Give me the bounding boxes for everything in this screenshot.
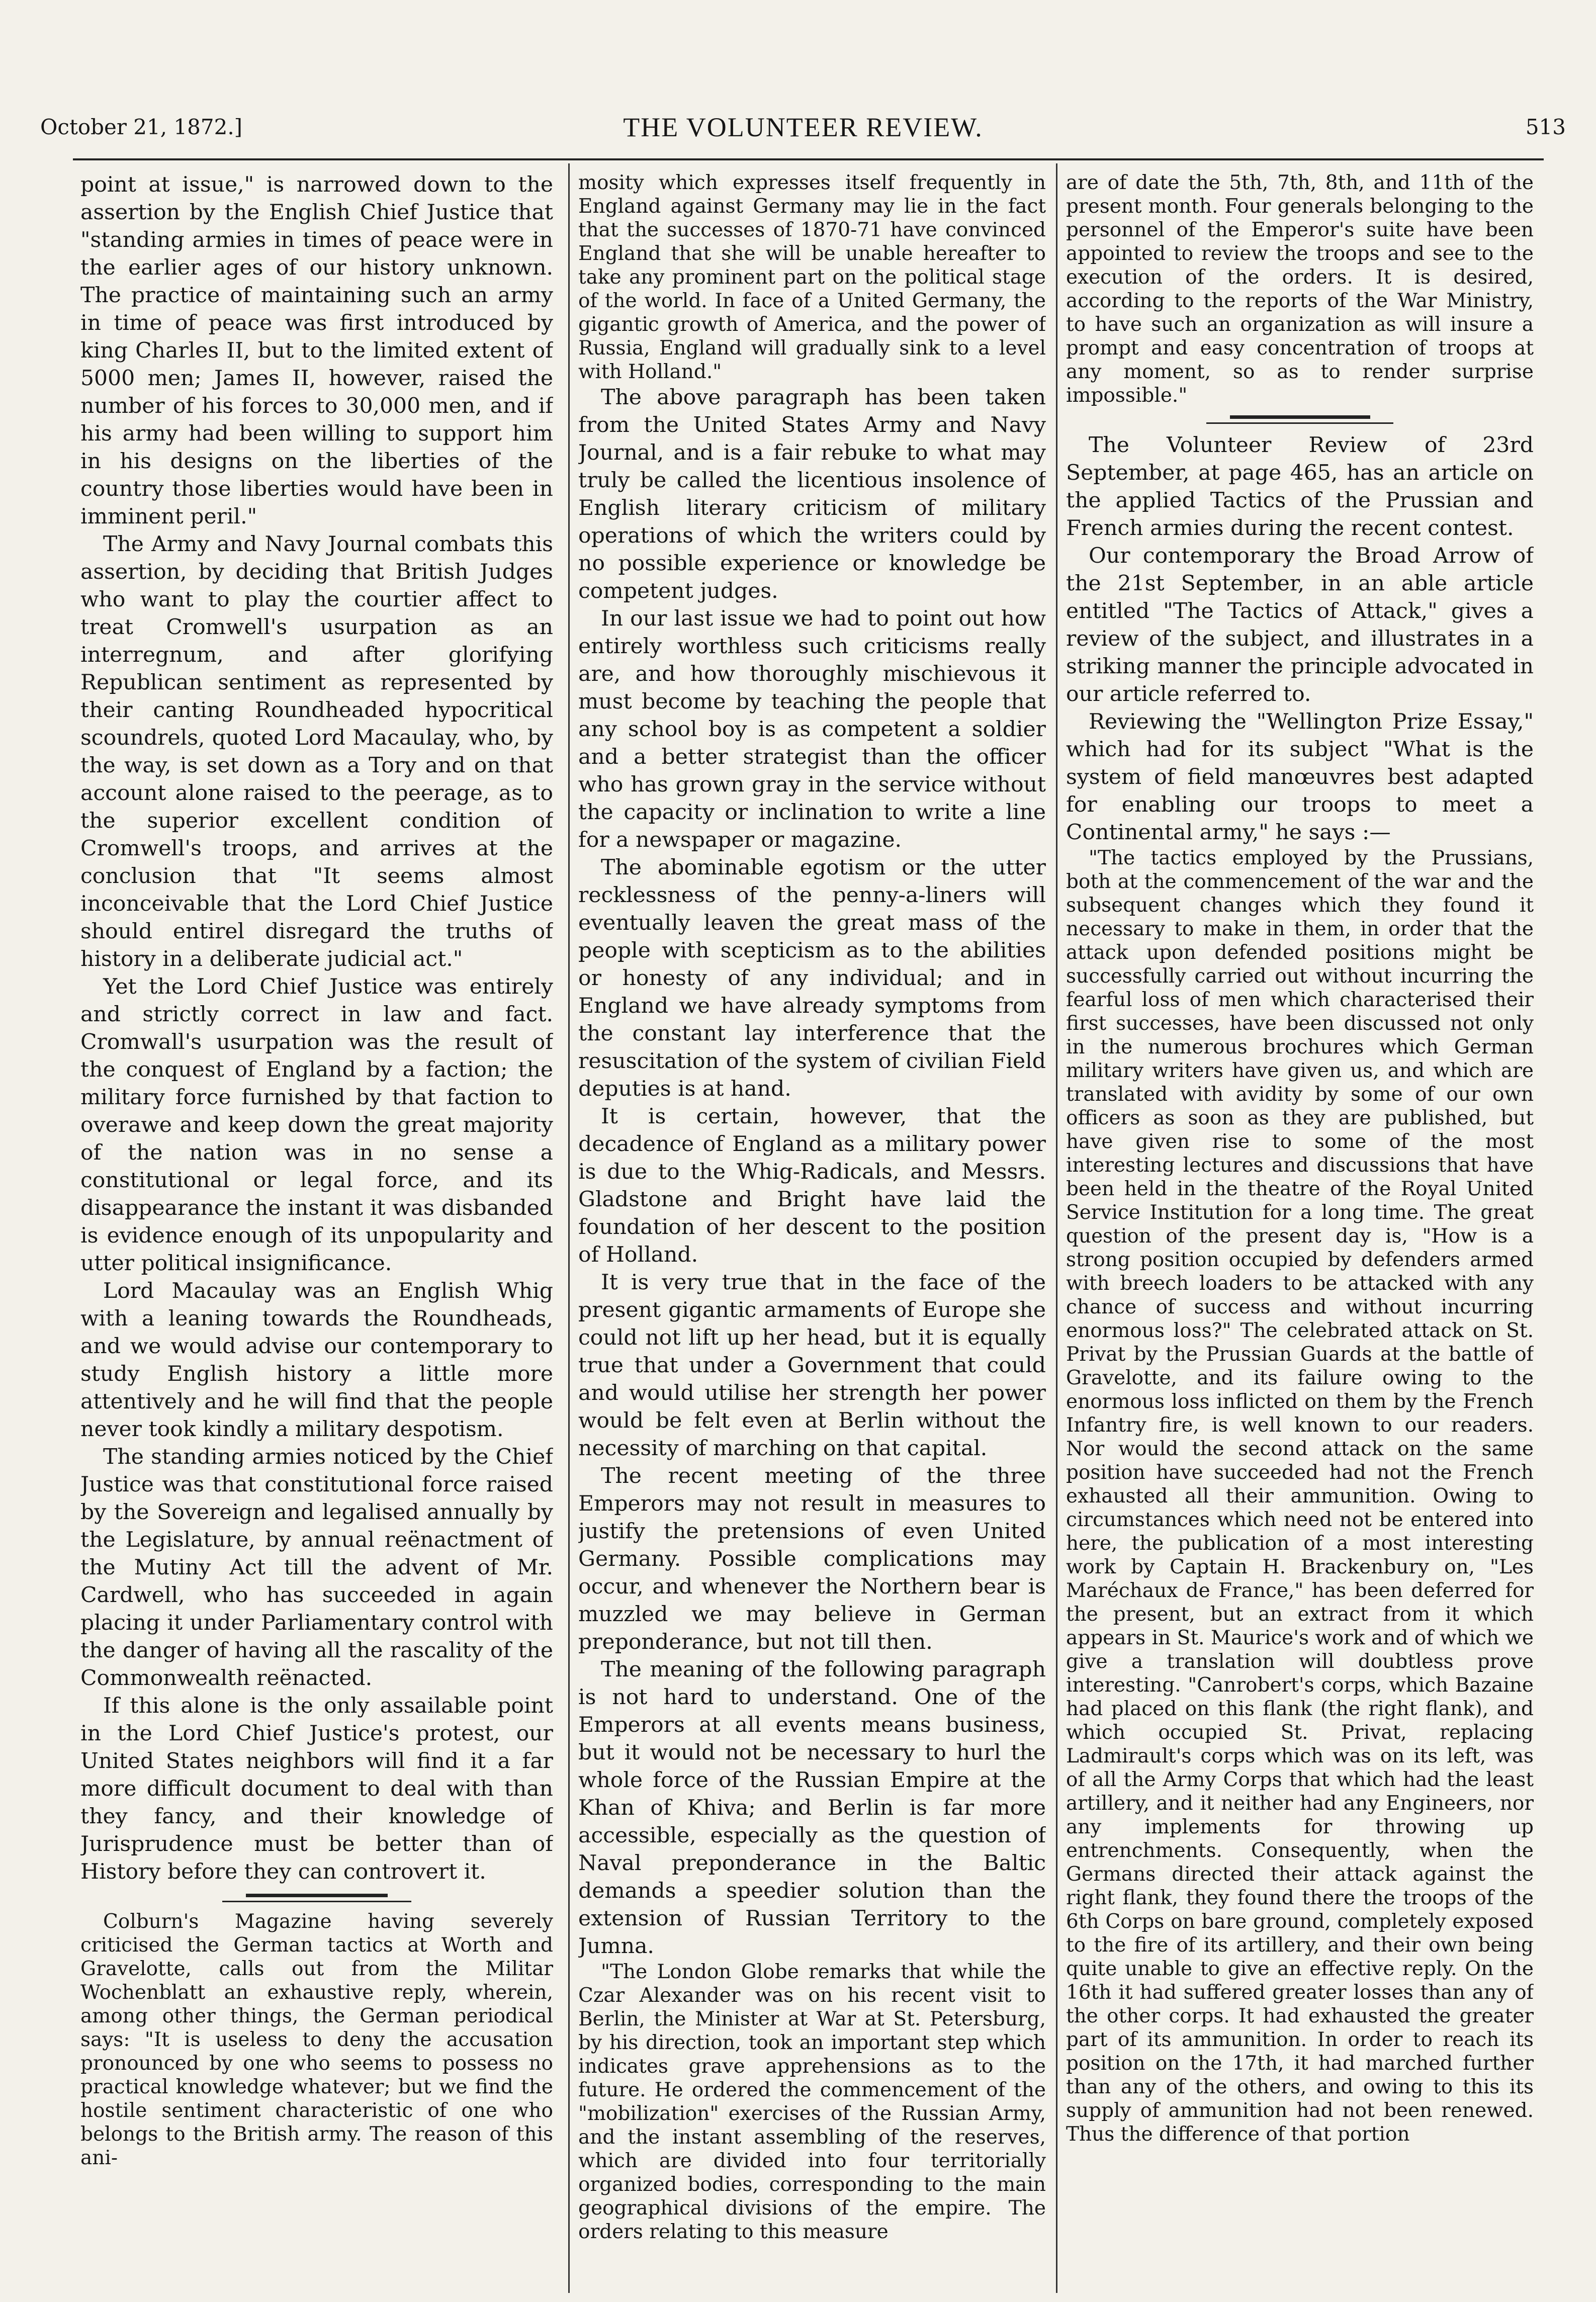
paragraph: mosity which expresses itself frequently in England against Germany may lie in the fact that the successes of 1870-71 have convinced England that she will be unable hereafter to take any prominent part on the political stage of the world. In face of a United Germany, the gigantic growth of America, and the power of Russia, England will gradually sink to a level with Holland.": [578, 171, 1046, 383]
paragraph: The abominable egotism or the utter recklessness of the penny-a-liners will eventually leaven the great mass of the people with scepticism as to the abilities or honesty of any individual; and in England we have already symptoms from the constant lay interference that the resuscitation of the system of civilian Field deputies is at hand.: [578, 855, 1046, 1101]
paragraph: The Volunteer Review of 23rd September, at page 465, has an article on the applied Tactics of the Prussian and French armies during the recent contest.: [1066, 433, 1534, 541]
page-header: [40, 112, 1566, 150]
column-1: [80, 171, 553, 2290]
column-divider: [568, 163, 570, 2293]
paragraph: The recent meeting of the three Emperors may not result in measures to justify the pretensions of even United Germany. Possible complications may occur, and whenever the Northern bear is muzzled we may believe in German preponderance, but not till then.: [578, 1464, 1046, 1654]
paragraph: Reviewing the "Wellington Prize Essay," which had for its subject "What is the system of field manœuvres best adapted for enabling our troops to meet a Continental army," he says :—: [1066, 710, 1534, 845]
paragraph: point at issue," is narrowed down to the assertion by the English Chief Justice that "standing armies in times of peace were in the earlier ages of our history unknown. The practice of maintaining such an army in time of peace was first introduced by king Charles II, but to the limited extent of 5000 men; James II, however, raised the number of his forces to 30,000 men, and if his army had been willing to support him in his designs on the liberties of the country those liberties would have been in imminent peril.": [80, 172, 553, 529]
paragraph: If this alone is the only assailable point in the Lord Chief Justice's protest, our United States neighbors will find it a far more difficult document to deal with than they fancy, and their knowledge of Jurisprudence must be better than of History before they can controvert it.: [80, 1694, 553, 1884]
masthead-title: THE VOLUNTEER REVIEW.: [623, 112, 983, 142]
column-divider: [1056, 163, 1057, 2293]
paragraph: Colburn's Magazine having severely criticised the German tactics at Worth and Gravelotte, calls out from the Militar Wochenblatt an exhaustive reply, wherein, among other things, the German periodical says: "It is useless to deny the accusation pronounced by one who seems to possess no practical knowledge whatever; but we find the hostile sentiment characteristic of one who belongs to the British army. The reason of this ani-: [80, 1910, 553, 2169]
paragraph: The meaning of the following paragraph is not hard to understand. One of the Emperors at all events means business, but it would not be necessary to hurl the whole force of the Russian Empire at the Khan of Khiva; and Berlin is far more accessible, especially as the question of Naval preponderance in the Baltic demands a speedier solution than the extension of Russian Territory to the Jumna.: [578, 1657, 1046, 1959]
column-3: [1066, 171, 1534, 2290]
paragraph: Lord Macaulay was an English Whig with a leaning towards the Roundheads, and we would advise our contemporary to study English history a little more attentively and he will find that the people never took kindly a military despotism.: [80, 1279, 553, 1442]
paragraph: Yet the Lord Chief Justice was entirely and strictly correct in law and fact. Cromwall's usurpation was the result of the conquest of England by a faction; the military force furnished by that faction to overawe and keep down the great majority of the nation was in no sense a constitutional or legal force, and its disappearance the instant it was disbanded is evidence enough of its unpopularity and utter political insignificance.: [80, 975, 553, 1276]
paragraph: It is very true that in the face of the present gigantic armaments of Europe she could not lift up her head, but it is equally true that under a Government that could and would utilise her strength her power would be felt even at Berlin without the necessity of marching on that capital.: [578, 1270, 1046, 1461]
section-separator: [80, 1886, 553, 1910]
issue-date: October 21, 1872.]: [40, 115, 243, 139]
paragraph: "The London Globe remarks that while the Czar Alexander was on his recent visit to Berlin, the Minister at War at St. Petersburg, by his direction, took an important step which indicates grave apprehensions as to the future. He ordered the commencement of the "mobilization" exercises of the Russian Army, and the instant assembling of the reserves, which are divided into four territorially organized bodies, corresponding to the main geographical divisions of the empire. The orders relating to this measure: [578, 1961, 1046, 2243]
paragraph: It is certain, however, that the decadence of England as a military power is due to the Whig-Radicals, and Messrs. Gladstone and Bright have laid the foundation of her descent to the position of Holland.: [578, 1104, 1046, 1267]
paragraph: The above paragraph has been taken from the United States Army and Navy Journal, and is a fair rebuke to what may truly be called the licentious insolence of English literary criticism of military operations of which the writers could by no possible experience or knowledge be competent judges.: [578, 385, 1046, 603]
page-number: 513: [1525, 115, 1566, 139]
paragraph: "The tactics employed by the Prussians, both at the commencement of the war and the subsequent changes which they found it necessary to make in them, in order that the attack upon defended positions might be successfully carried out without incurring the fearful loss of men which characterised their first successes, have been discussed not only in the numerous brochures which German military writers have given us, and which are translated with avidity by some of our own officers as soon as they are published, but have given rise to some of the most interesting lectures and discussions that have been held in the theatre of the Royal United Service Institution for a long time. The great question of the present day is, "How is a strong position occupied by defenders armed with breech loaders to be attacked with any chance of success and without incurring enormous loss?" The celebrated attack on St. Privat by the Prussian Guards at the battle of Gravelotte, and its failure owing to the enormous loss inflicted on them by the French Infantry fire, is well known to our readers. Nor would the second attack on the same position have succeeded had not the French exhausted all their ammunition. Owing to circumstances which need not be entered into here, the publication of a most interesting work by Captain H. Brackenbury on, "Les Maréchaux de France," has been deferred for the present, but an extract from it which appears in St. Maurice's work and of which we give a translation will doubtless prove interesting. "Canrobert's corps, which Bazaine had placed on this flank (the right flank), and which occupied St. Privat, replacing Ladmirault's corps which was on its left, was of all the Army Corps that which had the least artillery, and it neither had any Engineers, nor any implements for throwing up entrenchments. Consequently, when the Germans directed their attack against the right flank, they found there the troops of the 6th Corps on bare ground, completely exposed to the fire of its artillery, and their own being quite unable to give an effective reply. On the 16th it had suffered greater losses than any of the other corps. It had exhausted the greater part of its ammunition. In order to reach its position on the 17th, it had marched further than any of the others, and owing to this its supply of ammunition had not been renewed. Thus the difference of that portion: [1066, 847, 1534, 2146]
paragraph: The Army and Navy Journal combats this assertion, by deciding that British Judges who want to play the courtier affect to treat Cromwell's usurpation as an interregnum, and after glorifying Republican sentiment as represented by their canting Roundheaded hypocritical scoundrels, quoted Lord Macaulay, who, by the way, is set down as a Tory and on that account alone raised to the peerage, as to the superior excellent condition of Cromwell's troops, and arrives at the conclusion that "It seems almost inconceivable that the Lord Chief Justice should entirel disregard the truths of history in a deliberate judicial act.": [80, 532, 553, 971]
column-2: [578, 171, 1046, 2290]
section-separator: [1066, 407, 1534, 431]
header-rule: [73, 158, 1544, 160]
paragraph: The standing armies noticed by the Chief Justice was that constitutional force raised by the Sovereign and legalised annually by the Legislature, by annual reënactment of the Mutiny Act till the advent of Mr. Cardwell, who has succeeded in again placing it under Parliamentary control with the danger of having all the rascality of the Commonwealth reënacted.: [80, 1445, 553, 1691]
paragraph: In our last issue we had to point out how entirely worthless such criticisms really are, and how thoroughly mischievous it must become by teaching the people that any school boy is as competent a soldier and a better strategist than the officer who has grown gray in the service without the capacity or inclination to write a line for a newspaper or magazine.: [578, 606, 1046, 852]
paragraph: are of date the 5th, 7th, 8th, and 11th of the present month. Four generals belonging to the personnel of the Emperor's suite have been appointed to review the troops and see to the execution of the orders. It is desired, according to the reports of the War Ministry, to have such an organization as will insure a prompt and easy concentration of troops at any moment, so as to render surprise impossible.": [1066, 171, 1534, 407]
paragraph: Our contemporary the Broad Arrow of the 21st September, in an able article entitled "The Tactics of Attack," gives a review of the subject, and illustrates in a striking manner the principle advocated in our article referred to.: [1066, 544, 1534, 706]
